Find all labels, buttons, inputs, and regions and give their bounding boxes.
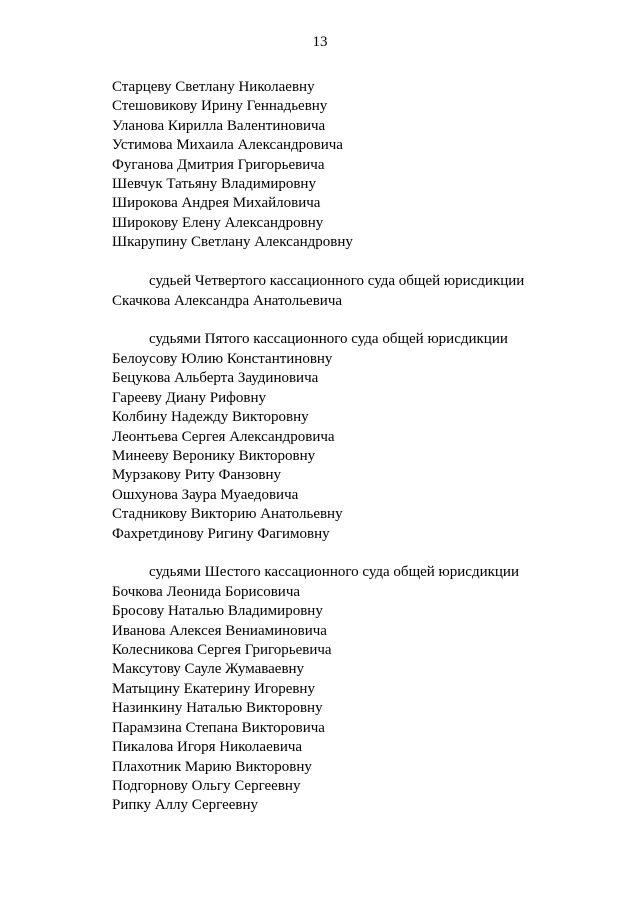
list-item: Скачкова Александра Анатольевича bbox=[112, 292, 343, 309]
list-item: Шкарупину Светлану Александровну bbox=[112, 234, 353, 251]
list-item: Леонтьева Сергея Александровича bbox=[112, 428, 335, 445]
list-item: Устимова Михаила Александровича bbox=[112, 137, 343, 154]
list-item: Шевчук Татьяну Владимировну bbox=[112, 176, 316, 193]
list-item: Бецукова Альберта Заудиновича bbox=[112, 370, 319, 387]
list-item: Подгорнову Ольгу Сергеевну bbox=[112, 777, 301, 794]
list-item: Бросову Наталью Владимировну bbox=[112, 603, 323, 620]
list-item: Фуганова Дмитрия Григорьевича bbox=[112, 156, 325, 173]
list-item: Минееву Веронику Викторовну bbox=[112, 447, 316, 464]
list-item: Колесникова Сергея Григорьевича bbox=[112, 642, 332, 659]
list-item: Матыцину Екатерину Игоревну bbox=[112, 680, 315, 697]
name-list bbox=[112, 350, 612, 544]
section-fifth-cassation-court bbox=[112, 330, 612, 543]
list-item: Иванова Алексея Вениаминовича bbox=[112, 622, 327, 639]
name-list bbox=[112, 292, 612, 311]
list-item: Фахретдинову Ригину Фагимовну bbox=[112, 525, 330, 542]
list-item: Рипку Аллу Сергеевну bbox=[112, 797, 259, 814]
list-item: Пикалова Игоря Николаевича bbox=[112, 739, 303, 756]
list-item: Мурзакову Риту Фанзовну bbox=[112, 467, 282, 484]
name-list bbox=[112, 78, 612, 253]
list-item: Максутову Сауле Жумаваевну bbox=[112, 661, 305, 678]
list-item: Колбину Надежду Викторовну bbox=[112, 409, 309, 426]
document-body bbox=[112, 78, 612, 816]
section-heading: судьями Пятого кассационного суда общей юрисдикции bbox=[149, 331, 508, 348]
section-heading: судьей Четвертого кассационного суда общей юрисдикции bbox=[149, 273, 525, 290]
name-list bbox=[112, 583, 612, 816]
list-item: Широкову Елену Александровну bbox=[112, 214, 324, 231]
list-item: Стадникову Викторию Анатольевну bbox=[112, 506, 343, 523]
list-item: Парамзина Степана Викторовича bbox=[112, 719, 325, 736]
list-item: Ошхунова Заура Муаедовича bbox=[112, 486, 299, 503]
page-number: 13 bbox=[312, 34, 328, 50]
list-item: Плахотник Марию Викторовну bbox=[112, 758, 312, 775]
section-sixth-cassation-court bbox=[112, 563, 612, 815]
list-item: Назинкину Наталью Викторовну bbox=[112, 700, 323, 717]
list-item: Гарееву Диану Рифовну bbox=[112, 389, 266, 406]
list-item: Стешовикову Ирину Геннадьевну bbox=[112, 98, 328, 115]
list-item: Широкова Андрея Михайловича bbox=[112, 195, 321, 212]
list-item: Белоусову Юлию Константиновну bbox=[112, 350, 333, 367]
section-heading: судьями Шестого кассационного суда общей юрисдикции bbox=[149, 564, 519, 581]
list-item: Бочкова Леонида Борисовича bbox=[112, 583, 301, 600]
section-fourth-cassation-court bbox=[112, 272, 612, 311]
list-item: Уланова Кирилла Валентиновича bbox=[112, 117, 326, 134]
section-judges-list bbox=[112, 78, 612, 253]
list-item: Старцеву Светлану Николаевну bbox=[112, 79, 315, 95]
